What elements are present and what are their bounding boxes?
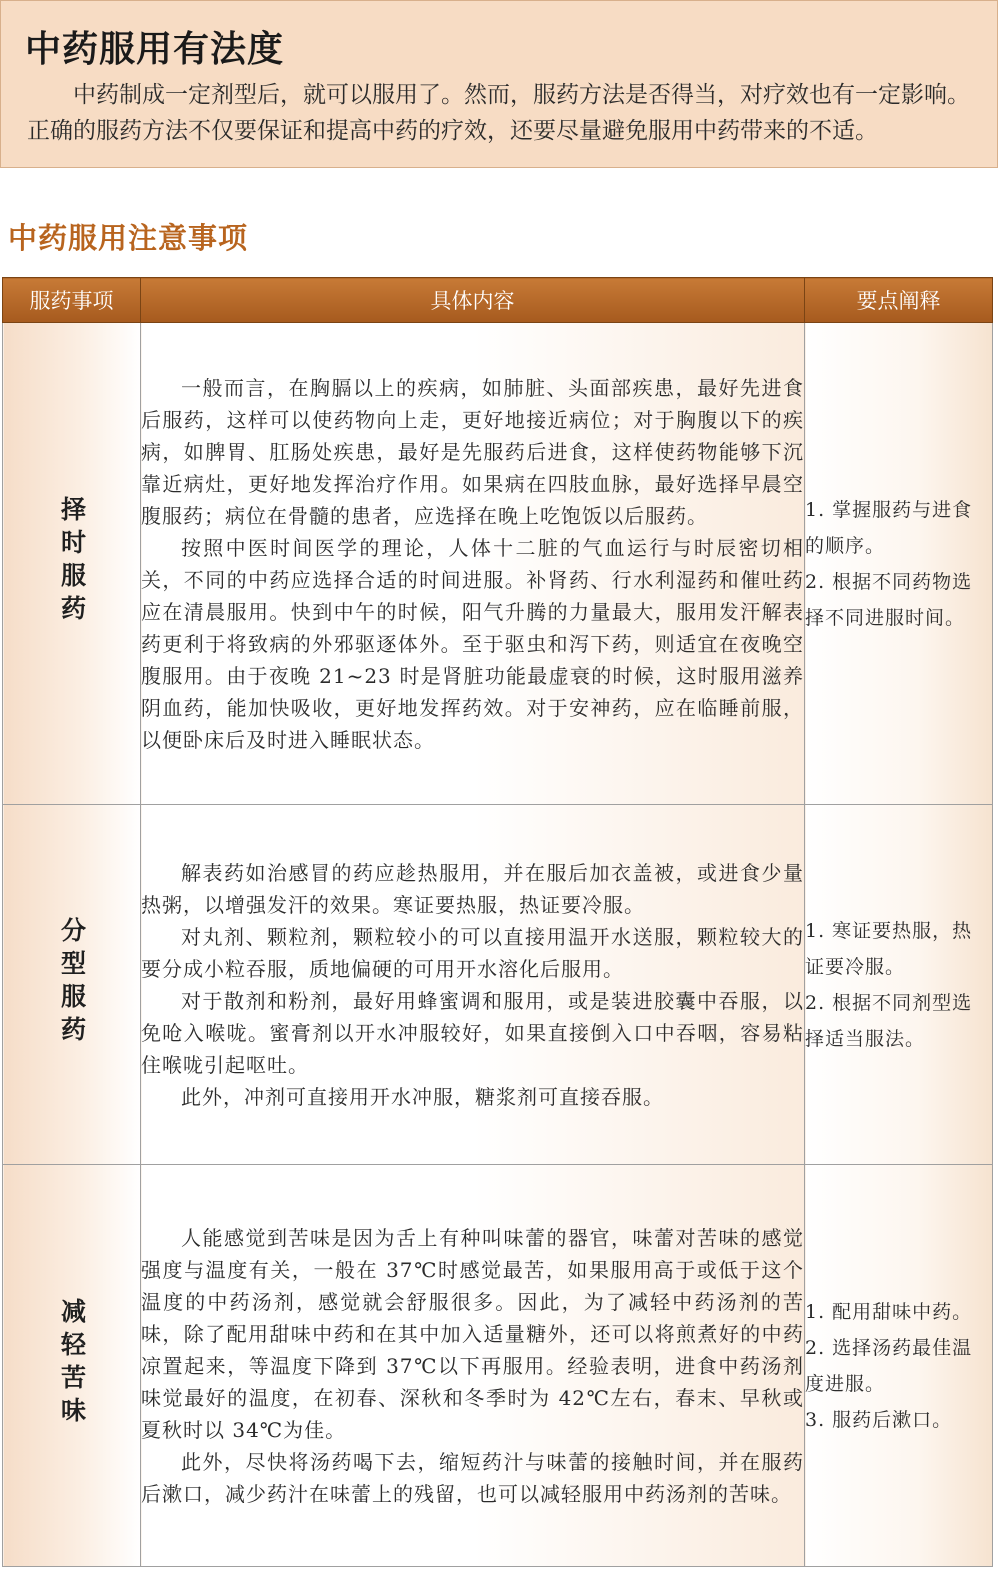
intro-text: 中药制成一定剂型后，就可以服用了。然而，服药方法是否得当，对疗效也有一定影响。正确的服药方法不仅要保证和提高中药的疗效，还要尽量避免服用中药带来的不适。 (27, 82, 970, 144)
table-row (3, 805, 993, 1165)
section-title: 中药服用注意事项 (8, 221, 249, 255)
keypoint: 2. 根据不同药物选择不同进服时间。 (805, 570, 973, 629)
keypoints-cell (805, 805, 993, 1165)
category-cell (3, 1165, 141, 1567)
table-row (3, 1165, 993, 1567)
intro-box (0, 0, 998, 168)
category-label: 择时服药 (57, 495, 87, 628)
content-cell (141, 805, 805, 1165)
keypoint: 3. 服药后漱口。 (805, 1408, 953, 1431)
content-paragraph: 人能感觉到苦味是因为舌上有种叫味蕾的器官，味蕾对苦味的感觉强度与温度有关，一般在 37℃时感觉最苦，如果服用高于或低于这个温度的中药汤剂，感觉就会舒服很多。因此，为了减轻中药汤剂的苦味，除了配用甜味中药和在其中加入适量糖外，还可以将煎煮好的中药凉置起来，等温度下降到 37℃以下再服用。经验表明，进食中药汤剂味觉最好的温度，在初春、深秋和冬季时为 42℃左右，春末、早秋或夏秋时以 34℃为佳。 (141, 1225, 804, 1442)
category-label: 减轻苦味 (57, 1297, 87, 1430)
keypoint: 2. 根据不同剂型选择适当服法。 (805, 991, 973, 1050)
content-paragraph: 对于散剂和粉剂，最好用蜂蜜调和服用，或是装进胶囊中吞服，以免呛入喉咙。蜜膏剂以开水冲服较好，如果直接倒入口中吞咽，容易粘住喉咙引起呕吐。 (141, 988, 804, 1077)
category-label: 分型服药 (57, 916, 87, 1049)
category-cell (3, 805, 141, 1165)
content-paragraph: 此外，尽快将汤药喝下去，缩短药汁与味蕾的接触时间，并在服药后漱口，减少药汁在味蕾上的残留，也可以减轻服用中药汤剂的苦味。 (141, 1449, 804, 1506)
content-paragraph: 此外，冲剂可直接用开水冲服，糖浆剂可直接吞服。 (181, 1084, 664, 1109)
keypoints-cell (805, 1165, 993, 1567)
keypoint: 1. 配用甜味中药。 (805, 1300, 973, 1323)
keypoint: 2. 选择汤药最佳温度进服。 (805, 1336, 973, 1395)
content-cell (141, 1165, 805, 1567)
keypoint: 1. 掌握服药与进食的顺序。 (805, 498, 973, 557)
content-paragraph: 对丸剂、颗粒剂，颗粒较小的可以直接用温开水送服，颗粒较大的要分成小粒吞服，质地偏硬的可用开水溶化后服用。 (141, 924, 804, 981)
table-row (3, 323, 993, 805)
intro-title: 中药服用有法度 (25, 29, 285, 70)
header-category: 服药事项 (3, 278, 141, 323)
content-paragraph: 一般而言，在胸膈以上的疾病，如肺脏、头面部疾患，最好先进食后服药，这样可以使药物向上走，更好地接近病位；对于胸腹以下的疾病，如脾胃、肛肠处疾患，最好是先服药后进食，这样使药物能够下沉靠近病灶，更好地发挥治疗作用。如果病在四肢血脉，最好选择早晨空腹服药；病位在骨髓的患者，应选择在晚上吃饱饭以后服药。 (141, 375, 804, 528)
table-header-row (3, 278, 993, 323)
header-keypoints: 要点阐释 (805, 278, 993, 323)
category-cell (3, 323, 141, 805)
header-content: 具体内容 (141, 278, 805, 323)
content-paragraph: 解表药如治感冒的药应趁热服用，并在服后加衣盖被，或进食少量热粥，以增强发汗的效果。寒证要热服，热证要冷服。 (141, 860, 804, 917)
keypoints-cell (805, 323, 993, 805)
medication-notes-table (2, 277, 993, 1567)
keypoint: 1. 寒证要热服，热证要冷服。 (805, 919, 973, 978)
content-paragraph: 按照中医时间医学的理论，人体十二脏的气血运行与时辰密切相关，不同的中药应选择合适的时间进服。补肾药、行水利湿药和催吐药应在清晨服用。快到中午的时候，阳气升腾的力量最大，服用发汗解表药更利于将致病的外邪驱逐体外。至于驱虫和泻下药，则适宜在夜晚空腹服用。由于夜晚 21~23 时是肾脏功能最虚衰的时候，这时服用滋养阴血药，能加快吸收，更好地发挥药效。对于安神药，应在临睡前服，以便卧床后及时进入睡眠状态。 (141, 535, 804, 752)
content-cell (141, 323, 805, 805)
